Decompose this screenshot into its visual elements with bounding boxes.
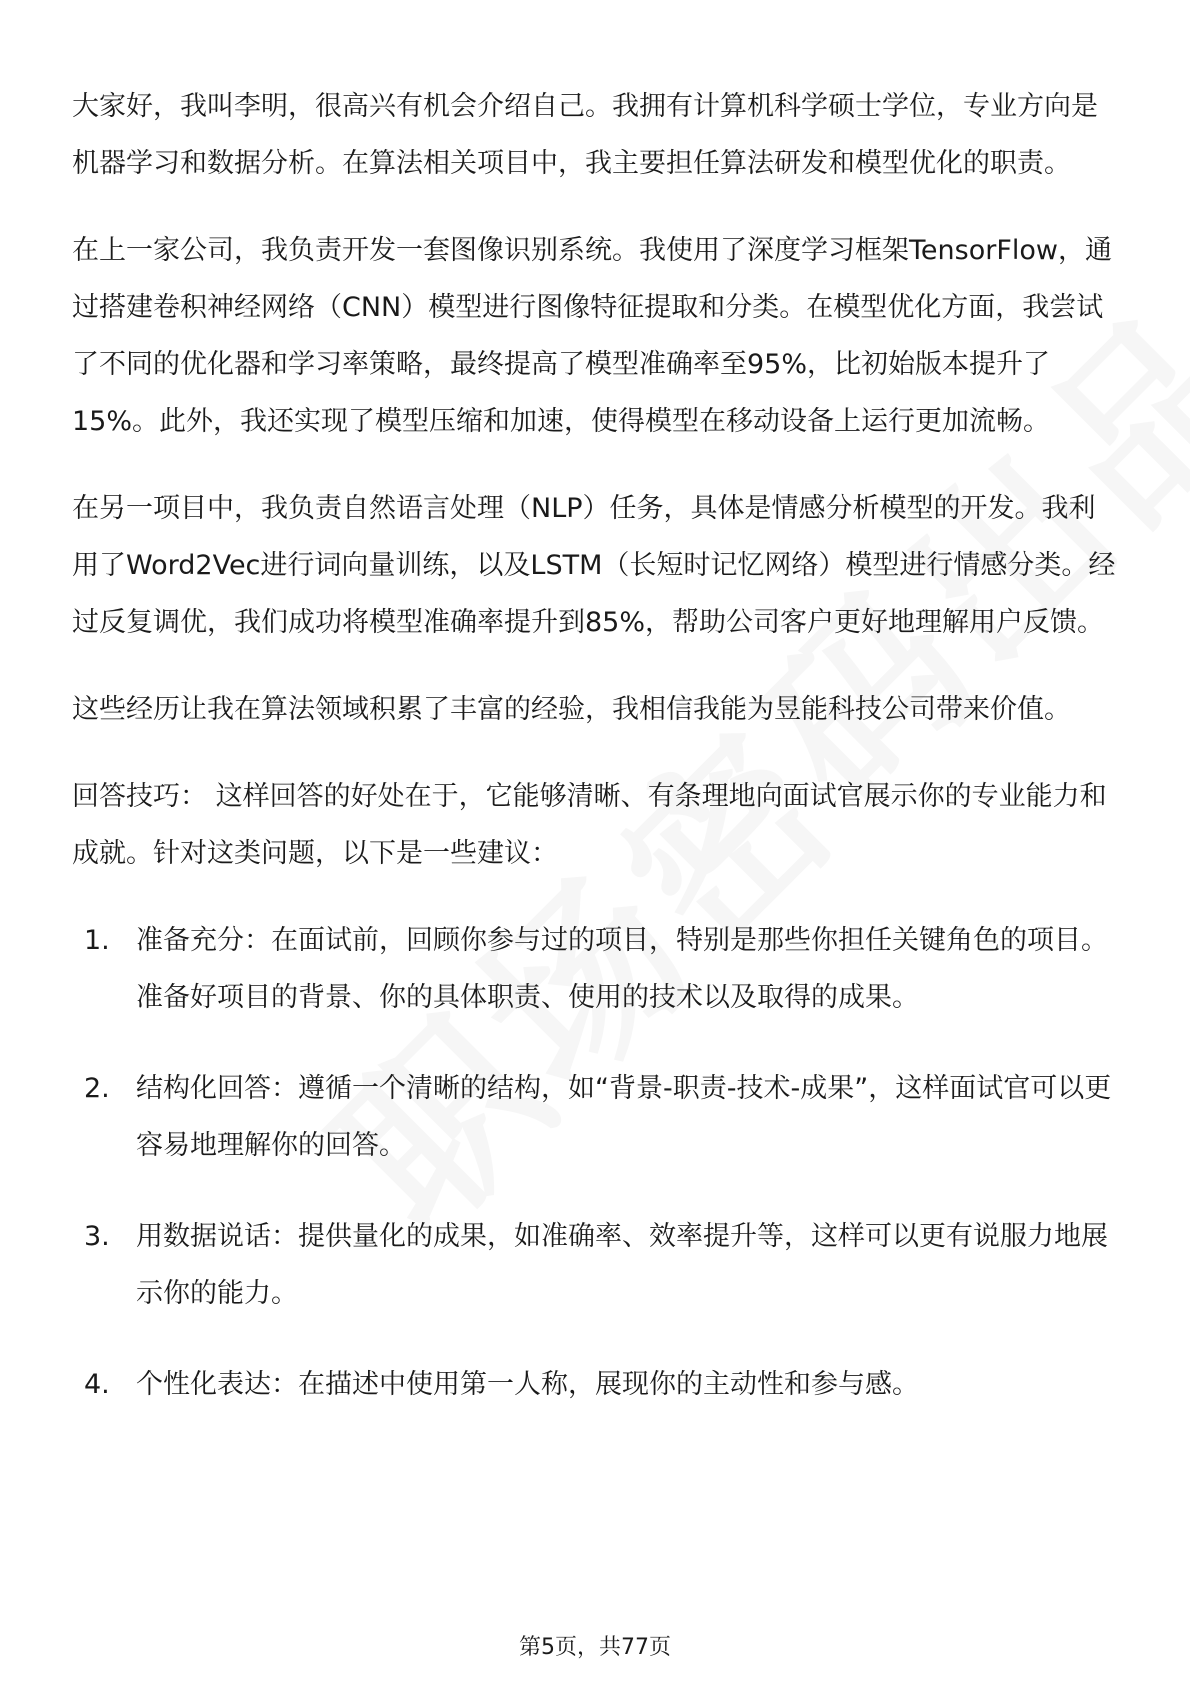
page-content: [72, 78, 1122, 1447]
list-item: [84, 1356, 1122, 1413]
list-number: 3.: [84, 1221, 110, 1252]
list-text: 用数据说话：提供量化的成果，如准确率、效率提升等，这样可以更有说服力地展示你的能力。: [136, 1221, 1108, 1309]
list-number: 4.: [84, 1369, 110, 1400]
page-footer: 第5页，共77页: [519, 1635, 671, 1660]
list-number: 2.: [84, 1073, 110, 1104]
list-item: [84, 912, 1122, 1026]
paragraph-conclusion: 这些经历让我在算法领域积累了丰富的经验，我相信我能为昱能科技公司带来价值。: [72, 694, 1071, 725]
list-item: [84, 1060, 1122, 1174]
paragraph-image-recognition: 在上一家公司，我负责开发一套图像识别系统。我使用了深度学习框架TensorFlow，通过搭建卷积神经网络（CNN）模型进行图像特征提取和分类。在模型优化方面，我尝试了不同的优化器和学习率策略，最终提高了模型准确率至95%，比初始版本提升了15%。此外，我还实现了模型压缩和加速，使得模型在移动设备上运行更加流畅。: [72, 235, 1112, 437]
list-text: 准备充分：在面试前，回顾你参与过的项目，特别是那些你担任关键角色的项目。准备好项目的背景、你的具体职责、使用的技术以及取得的成果。: [136, 925, 1108, 1013]
list-item: [84, 1208, 1122, 1322]
list-number: 1.: [84, 925, 110, 956]
list-text: 个性化表达：在描述中使用第一人称，展现你的主动性和参与感。: [136, 1369, 919, 1400]
paragraph-intro: 大家好，我叫李明，很高兴有机会介绍自己。我拥有计算机科学硕士学位，专业方向是机器学习和数据分析。在算法相关项目中，我主要担任算法研发和模型优化的职责。: [72, 91, 1098, 179]
tips-list: [72, 912, 1122, 1413]
paragraph-nlp: 在另一项目中，我负责自然语言处理（NLP）任务，具体是情感分析模型的开发。我利用了Word2Vec进行词向量训练，以及LSTM（长短时记忆网络）模型进行情感分类。经过反复调优，我们成功将模型准确率提升到85%，帮助公司客户更好地理解用户反馈。: [72, 493, 1116, 638]
paragraph-answer-tips: 回答技巧： 这样回答的好处在于，它能够清晰、有条理地向面试官展示你的专业能力和成就。针对这类问题，以下是一些建议：: [72, 781, 1107, 869]
list-text: 结构化回答：遵循一个清晰的结构，如“背景-职责-技术-成果”，这样面试官可以更容易地理解你的回答。: [136, 1073, 1112, 1161]
